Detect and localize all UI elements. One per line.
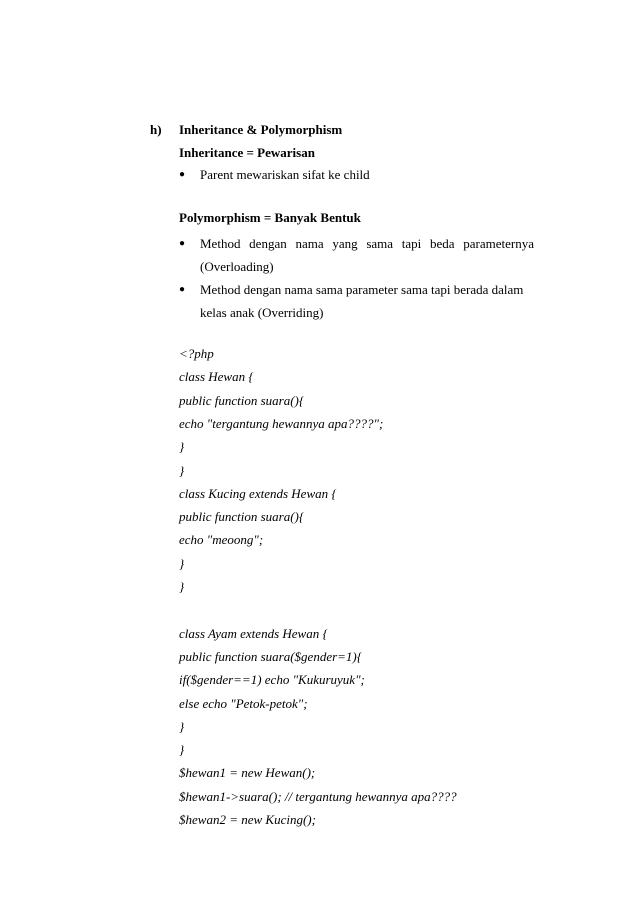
- bullet-line-2: kelas anak (Overriding): [200, 305, 324, 320]
- bullet-dot-icon: ●: [179, 238, 186, 249]
- code-line: }: [179, 439, 185, 455]
- code-line: }: [179, 718, 185, 734]
- justified-word: sama: [366, 236, 394, 251]
- justified-word: Method: [200, 236, 241, 251]
- code-line: $hewan1->suara(); // tergantung hewannya apa????: [179, 788, 457, 804]
- bullet-text: [200, 282, 534, 321]
- justified-word: yang: [332, 236, 358, 251]
- code-line: if($gender==1) echo "Kukuruyuk";: [179, 672, 365, 688]
- code-line: echo "tergantung hewannya apa????";: [179, 415, 384, 431]
- bullet-text: [200, 236, 534, 275]
- code-line: }: [179, 555, 185, 571]
- bullet-dot-icon: ●: [179, 169, 186, 180]
- inheritance-heading: Inheritance = Pewarisan: [179, 145, 315, 160]
- bullet-dot-icon: ●: [179, 284, 186, 295]
- code-line: else echo "Petok-petok";: [179, 695, 308, 711]
- justified-word: parameternya: [463, 236, 534, 251]
- code-line: }: [179, 579, 185, 594]
- code-line: $hewan1 = new Hewan();: [179, 765, 316, 781]
- code-line: public function suara(){: [179, 509, 305, 525]
- section-marker: h): [150, 122, 162, 137]
- bullet-justified-line: [200, 236, 534, 252]
- code-line: public function suara(){: [179, 392, 305, 408]
- bullet-text: Parent mewariskan sifat ke child: [200, 167, 370, 182]
- justified-word: tapi: [401, 236, 422, 251]
- polymorphism-heading: Polymorphism = Banyak Bentuk: [179, 210, 361, 225]
- code-line: public function suara($gender=1){: [179, 648, 362, 664]
- bullet-line-1: Method dengan nama sama parameter sama tapi berada dalam: [200, 282, 524, 297]
- code-line: <?php: [179, 346, 214, 361]
- bullet-line-2: (Overloading): [200, 259, 274, 274]
- justified-word: beda: [429, 236, 455, 251]
- code-line: class Kucing extends Hewan {: [179, 485, 337, 501]
- justified-word: dengan: [249, 236, 287, 251]
- code-line: }: [179, 462, 185, 478]
- code-line: echo "meoong";: [179, 532, 264, 548]
- code-line: class Ayam extends Hewan {: [179, 625, 328, 641]
- code-line: }: [179, 742, 185, 758]
- justified-word: nama: [295, 236, 324, 251]
- code-line: class Hewan {: [179, 369, 254, 385]
- section-title: Inheritance & Polymorphism: [179, 122, 343, 137]
- code-line: $hewan2 = new Kucing();: [179, 812, 316, 827]
